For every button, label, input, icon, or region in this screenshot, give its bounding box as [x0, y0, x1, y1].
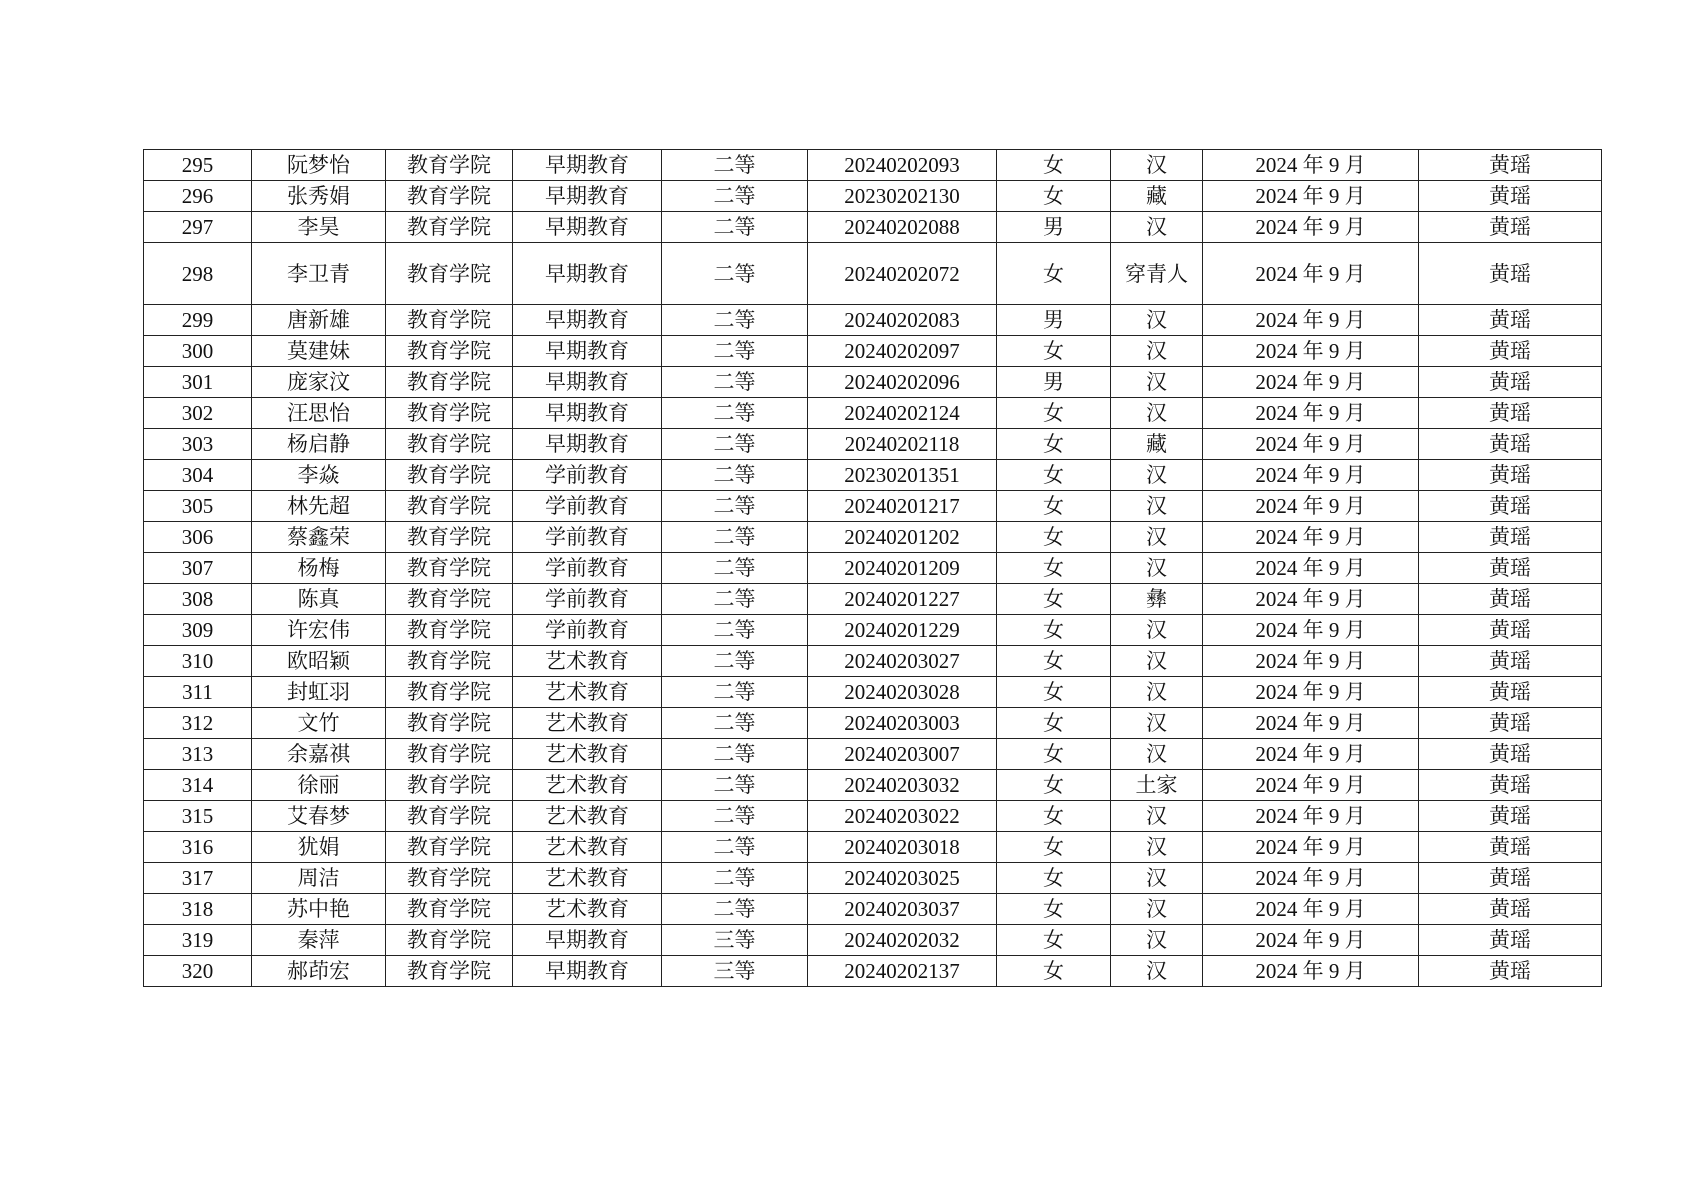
cell-date: 2024 年 9 月	[1203, 708, 1419, 739]
cell-grade: 二等	[662, 708, 808, 739]
cell-index: 300	[144, 336, 252, 367]
roster-body	[144, 150, 1602, 987]
cell-name: 莫建妹	[252, 336, 386, 367]
cell-grade: 二等	[662, 832, 808, 863]
cell-grade: 二等	[662, 615, 808, 646]
cell-major: 艺术教育	[513, 770, 662, 801]
cell-major: 艺术教育	[513, 894, 662, 925]
cell-student-id: 20240202097	[808, 336, 997, 367]
cell-gender: 女	[997, 181, 1111, 212]
cell-date: 2024 年 9 月	[1203, 336, 1419, 367]
cell-ethnicity: 汉	[1111, 863, 1203, 894]
cell-counselor: 黄瑶	[1419, 367, 1602, 398]
cell-college: 教育学院	[386, 956, 513, 987]
cell-date: 2024 年 9 月	[1203, 801, 1419, 832]
cell-ethnicity: 汉	[1111, 925, 1203, 956]
cell-date: 2024 年 9 月	[1203, 305, 1419, 336]
cell-gender: 女	[997, 150, 1111, 181]
cell-major: 早期教育	[513, 398, 662, 429]
cell-counselor: 黄瑶	[1419, 336, 1602, 367]
cell-student-id: 20240203028	[808, 677, 997, 708]
cell-name: 郝茚宏	[252, 956, 386, 987]
cell-name: 余嘉祺	[252, 739, 386, 770]
cell-student-id: 20240203003	[808, 708, 997, 739]
cell-student-id: 20240203007	[808, 739, 997, 770]
cell-ethnicity: 汉	[1111, 150, 1203, 181]
cell-college: 教育学院	[386, 615, 513, 646]
cell-gender: 女	[997, 429, 1111, 460]
cell-gender: 女	[997, 243, 1111, 305]
cell-name: 杨启静	[252, 429, 386, 460]
table-row	[144, 367, 1602, 398]
cell-date: 2024 年 9 月	[1203, 367, 1419, 398]
table-row	[144, 181, 1602, 212]
cell-student-id: 20240203025	[808, 863, 997, 894]
cell-counselor: 黄瑶	[1419, 181, 1602, 212]
cell-date: 2024 年 9 月	[1203, 584, 1419, 615]
cell-date: 2024 年 9 月	[1203, 832, 1419, 863]
cell-gender: 女	[997, 863, 1111, 894]
cell-index: 315	[144, 801, 252, 832]
table-row	[144, 956, 1602, 987]
table-row	[144, 305, 1602, 336]
cell-name: 封虹羽	[252, 677, 386, 708]
cell-name: 苏中艳	[252, 894, 386, 925]
cell-date: 2024 年 9 月	[1203, 522, 1419, 553]
cell-gender: 女	[997, 491, 1111, 522]
cell-name: 文竹	[252, 708, 386, 739]
cell-counselor: 黄瑶	[1419, 212, 1602, 243]
cell-college: 教育学院	[386, 429, 513, 460]
cell-index: 308	[144, 584, 252, 615]
table-row	[144, 770, 1602, 801]
table-row	[144, 677, 1602, 708]
cell-gender: 女	[997, 553, 1111, 584]
cell-grade: 二等	[662, 522, 808, 553]
cell-date: 2024 年 9 月	[1203, 243, 1419, 305]
cell-grade: 二等	[662, 553, 808, 584]
cell-name: 陈真	[252, 584, 386, 615]
cell-index: 303	[144, 429, 252, 460]
cell-gender: 女	[997, 460, 1111, 491]
cell-major: 学前教育	[513, 615, 662, 646]
cell-grade: 二等	[662, 491, 808, 522]
cell-name: 庞家汶	[252, 367, 386, 398]
table-row	[144, 336, 1602, 367]
cell-gender: 女	[997, 584, 1111, 615]
cell-grade: 二等	[662, 429, 808, 460]
cell-ethnicity: 汉	[1111, 801, 1203, 832]
cell-college: 教育学院	[386, 181, 513, 212]
table-row	[144, 863, 1602, 894]
cell-date: 2024 年 9 月	[1203, 894, 1419, 925]
cell-name: 汪思怡	[252, 398, 386, 429]
cell-ethnicity: 汉	[1111, 646, 1203, 677]
cell-grade: 二等	[662, 150, 808, 181]
cell-grade: 二等	[662, 243, 808, 305]
cell-student-id: 20240201209	[808, 553, 997, 584]
cell-college: 教育学院	[386, 212, 513, 243]
cell-ethnicity: 汉	[1111, 894, 1203, 925]
cell-date: 2024 年 9 月	[1203, 398, 1419, 429]
cell-gender: 女	[997, 894, 1111, 925]
cell-gender: 女	[997, 336, 1111, 367]
cell-ethnicity: 汉	[1111, 522, 1203, 553]
roster-table	[143, 149, 1602, 987]
cell-date: 2024 年 9 月	[1203, 646, 1419, 677]
cell-name: 张秀娟	[252, 181, 386, 212]
table-row	[144, 522, 1602, 553]
cell-ethnicity: 汉	[1111, 491, 1203, 522]
cell-ethnicity: 汉	[1111, 460, 1203, 491]
cell-name: 秦萍	[252, 925, 386, 956]
cell-ethnicity: 藏	[1111, 429, 1203, 460]
cell-counselor: 黄瑶	[1419, 677, 1602, 708]
cell-name: 李焱	[252, 460, 386, 491]
cell-counselor: 黄瑶	[1419, 646, 1602, 677]
table-row	[144, 615, 1602, 646]
cell-index: 307	[144, 553, 252, 584]
cell-college: 教育学院	[386, 243, 513, 305]
cell-date: 2024 年 9 月	[1203, 770, 1419, 801]
cell-ethnicity: 汉	[1111, 398, 1203, 429]
cell-counselor: 黄瑶	[1419, 150, 1602, 181]
cell-student-id: 20240201227	[808, 584, 997, 615]
cell-major: 早期教育	[513, 150, 662, 181]
cell-index: 310	[144, 646, 252, 677]
cell-college: 教育学院	[386, 491, 513, 522]
cell-gender: 女	[997, 801, 1111, 832]
cell-student-id: 20240202083	[808, 305, 997, 336]
cell-college: 教育学院	[386, 739, 513, 770]
cell-index: 314	[144, 770, 252, 801]
cell-student-id: 20240202093	[808, 150, 997, 181]
cell-major: 早期教育	[513, 336, 662, 367]
cell-gender: 女	[997, 832, 1111, 863]
cell-date: 2024 年 9 月	[1203, 739, 1419, 770]
table-row	[144, 553, 1602, 584]
cell-college: 教育学院	[386, 925, 513, 956]
table-row	[144, 212, 1602, 243]
cell-grade: 三等	[662, 956, 808, 987]
cell-major: 早期教育	[513, 956, 662, 987]
cell-ethnicity: 土家	[1111, 770, 1203, 801]
cell-counselor: 黄瑶	[1419, 491, 1602, 522]
cell-grade: 二等	[662, 212, 808, 243]
cell-gender: 女	[997, 615, 1111, 646]
cell-counselor: 黄瑶	[1419, 925, 1602, 956]
cell-student-id: 20240202088	[808, 212, 997, 243]
cell-grade: 二等	[662, 367, 808, 398]
cell-ethnicity: 汉	[1111, 367, 1203, 398]
cell-index: 313	[144, 739, 252, 770]
cell-ethnicity: 汉	[1111, 553, 1203, 584]
cell-counselor: 黄瑶	[1419, 584, 1602, 615]
cell-student-id: 20240202124	[808, 398, 997, 429]
cell-college: 教育学院	[386, 367, 513, 398]
cell-student-id: 20240202118	[808, 429, 997, 460]
table-row	[144, 460, 1602, 491]
cell-counselor: 黄瑶	[1419, 894, 1602, 925]
cell-gender: 男	[997, 367, 1111, 398]
cell-counselor: 黄瑶	[1419, 522, 1602, 553]
cell-name: 李昊	[252, 212, 386, 243]
cell-index: 297	[144, 212, 252, 243]
cell-name: 艾春梦	[252, 801, 386, 832]
cell-date: 2024 年 9 月	[1203, 429, 1419, 460]
cell-index: 304	[144, 460, 252, 491]
cell-grade: 二等	[662, 460, 808, 491]
cell-grade: 二等	[662, 770, 808, 801]
cell-college: 教育学院	[386, 398, 513, 429]
cell-counselor: 黄瑶	[1419, 243, 1602, 305]
cell-major: 学前教育	[513, 522, 662, 553]
table-row	[144, 243, 1602, 305]
table-row	[144, 491, 1602, 522]
cell-student-id: 20240202072	[808, 243, 997, 305]
table-row	[144, 832, 1602, 863]
cell-index: 318	[144, 894, 252, 925]
cell-student-id: 20240203037	[808, 894, 997, 925]
cell-date: 2024 年 9 月	[1203, 491, 1419, 522]
cell-counselor: 黄瑶	[1419, 832, 1602, 863]
cell-name: 徐丽	[252, 770, 386, 801]
cell-gender: 女	[997, 522, 1111, 553]
cell-college: 教育学院	[386, 832, 513, 863]
cell-name: 许宏伟	[252, 615, 386, 646]
cell-counselor: 黄瑶	[1419, 956, 1602, 987]
cell-college: 教育学院	[386, 150, 513, 181]
table-row	[144, 739, 1602, 770]
cell-student-id: 20240203022	[808, 801, 997, 832]
cell-grade: 二等	[662, 584, 808, 615]
cell-date: 2024 年 9 月	[1203, 956, 1419, 987]
cell-ethnicity: 汉	[1111, 677, 1203, 708]
cell-major: 艺术教育	[513, 677, 662, 708]
cell-major: 早期教育	[513, 305, 662, 336]
cell-gender: 女	[997, 956, 1111, 987]
cell-student-id: 20240203032	[808, 770, 997, 801]
cell-ethnicity: 汉	[1111, 708, 1203, 739]
cell-major: 早期教育	[513, 181, 662, 212]
cell-name: 周洁	[252, 863, 386, 894]
cell-gender: 女	[997, 398, 1111, 429]
cell-index: 298	[144, 243, 252, 305]
cell-grade: 二等	[662, 336, 808, 367]
cell-student-id: 20240202096	[808, 367, 997, 398]
cell-counselor: 黄瑶	[1419, 460, 1602, 491]
cell-counselor: 黄瑶	[1419, 398, 1602, 429]
cell-date: 2024 年 9 月	[1203, 181, 1419, 212]
cell-ethnicity: 汉	[1111, 305, 1203, 336]
cell-major: 早期教育	[513, 243, 662, 305]
cell-major: 艺术教育	[513, 646, 662, 677]
cell-name: 阮梦怡	[252, 150, 386, 181]
cell-gender: 女	[997, 677, 1111, 708]
cell-name: 犹娟	[252, 832, 386, 863]
cell-gender: 女	[997, 925, 1111, 956]
cell-college: 教育学院	[386, 708, 513, 739]
cell-major: 早期教育	[513, 925, 662, 956]
cell-grade: 二等	[662, 863, 808, 894]
cell-grade: 二等	[662, 181, 808, 212]
cell-college: 教育学院	[386, 677, 513, 708]
cell-counselor: 黄瑶	[1419, 770, 1602, 801]
cell-name: 蔡鑫荣	[252, 522, 386, 553]
cell-index: 306	[144, 522, 252, 553]
cell-student-id: 20240202032	[808, 925, 997, 956]
cell-college: 教育学院	[386, 801, 513, 832]
cell-college: 教育学院	[386, 646, 513, 677]
cell-gender: 男	[997, 212, 1111, 243]
cell-date: 2024 年 9 月	[1203, 150, 1419, 181]
cell-index: 309	[144, 615, 252, 646]
table-row	[144, 801, 1602, 832]
cell-college: 教育学院	[386, 863, 513, 894]
cell-counselor: 黄瑶	[1419, 739, 1602, 770]
table-row	[144, 150, 1602, 181]
cell-date: 2024 年 9 月	[1203, 615, 1419, 646]
cell-index: 316	[144, 832, 252, 863]
cell-ethnicity: 汉	[1111, 956, 1203, 987]
cell-major: 学前教育	[513, 491, 662, 522]
cell-student-id: 20230202130	[808, 181, 997, 212]
cell-ethnicity: 汉	[1111, 832, 1203, 863]
cell-index: 301	[144, 367, 252, 398]
cell-grade: 三等	[662, 925, 808, 956]
cell-name: 李卫青	[252, 243, 386, 305]
cell-major: 艺术教育	[513, 863, 662, 894]
cell-college: 教育学院	[386, 460, 513, 491]
cell-index: 299	[144, 305, 252, 336]
cell-major: 早期教育	[513, 429, 662, 460]
cell-major: 艺术教育	[513, 739, 662, 770]
cell-gender: 女	[997, 770, 1111, 801]
cell-grade: 二等	[662, 398, 808, 429]
cell-date: 2024 年 9 月	[1203, 460, 1419, 491]
cell-college: 教育学院	[386, 553, 513, 584]
cell-college: 教育学院	[386, 770, 513, 801]
cell-counselor: 黄瑶	[1419, 429, 1602, 460]
cell-gender: 女	[997, 646, 1111, 677]
cell-name: 林先超	[252, 491, 386, 522]
cell-major: 早期教育	[513, 212, 662, 243]
table-row	[144, 584, 1602, 615]
cell-student-id: 20230201351	[808, 460, 997, 491]
cell-index: 317	[144, 863, 252, 894]
cell-student-id: 20240202137	[808, 956, 997, 987]
cell-major: 艺术教育	[513, 832, 662, 863]
cell-gender: 女	[997, 739, 1111, 770]
cell-date: 2024 年 9 月	[1203, 553, 1419, 584]
cell-college: 教育学院	[386, 894, 513, 925]
cell-major: 早期教育	[513, 367, 662, 398]
cell-date: 2024 年 9 月	[1203, 677, 1419, 708]
cell-major: 学前教育	[513, 584, 662, 615]
cell-college: 教育学院	[386, 522, 513, 553]
cell-name: 杨梅	[252, 553, 386, 584]
cell-ethnicity: 汉	[1111, 739, 1203, 770]
cell-ethnicity: 汉	[1111, 615, 1203, 646]
cell-counselor: 黄瑶	[1419, 305, 1602, 336]
cell-student-id: 20240201229	[808, 615, 997, 646]
cell-counselor: 黄瑶	[1419, 708, 1602, 739]
cell-college: 教育学院	[386, 305, 513, 336]
table-row	[144, 398, 1602, 429]
cell-index: 312	[144, 708, 252, 739]
cell-ethnicity: 彝	[1111, 584, 1203, 615]
cell-index: 302	[144, 398, 252, 429]
cell-ethnicity: 穿青人	[1111, 243, 1203, 305]
cell-name: 欧昭颖	[252, 646, 386, 677]
cell-ethnicity: 汉	[1111, 212, 1203, 243]
cell-gender: 女	[997, 708, 1111, 739]
cell-grade: 二等	[662, 739, 808, 770]
cell-index: 296	[144, 181, 252, 212]
cell-index: 305	[144, 491, 252, 522]
cell-student-id: 20240201217	[808, 491, 997, 522]
cell-index: 311	[144, 677, 252, 708]
cell-student-id: 20240203018	[808, 832, 997, 863]
cell-major: 艺术教育	[513, 801, 662, 832]
cell-college: 教育学院	[386, 336, 513, 367]
cell-counselor: 黄瑶	[1419, 801, 1602, 832]
cell-counselor: 黄瑶	[1419, 863, 1602, 894]
table-row	[144, 925, 1602, 956]
cell-student-id: 20240201202	[808, 522, 997, 553]
table-row	[144, 708, 1602, 739]
cell-index: 295	[144, 150, 252, 181]
table-row	[144, 894, 1602, 925]
table-row	[144, 429, 1602, 460]
cell-major: 艺术教育	[513, 708, 662, 739]
cell-gender: 男	[997, 305, 1111, 336]
cell-date: 2024 年 9 月	[1203, 863, 1419, 894]
cell-student-id: 20240203027	[808, 646, 997, 677]
cell-name: 唐新雄	[252, 305, 386, 336]
cell-major: 学前教育	[513, 460, 662, 491]
cell-ethnicity: 藏	[1111, 181, 1203, 212]
cell-ethnicity: 汉	[1111, 336, 1203, 367]
cell-grade: 二等	[662, 801, 808, 832]
cell-counselor: 黄瑶	[1419, 615, 1602, 646]
cell-college: 教育学院	[386, 584, 513, 615]
cell-grade: 二等	[662, 677, 808, 708]
table-row	[144, 646, 1602, 677]
cell-grade: 二等	[662, 646, 808, 677]
cell-grade: 二等	[662, 305, 808, 336]
cell-major: 学前教育	[513, 553, 662, 584]
cell-index: 320	[144, 956, 252, 987]
cell-date: 2024 年 9 月	[1203, 925, 1419, 956]
cell-date: 2024 年 9 月	[1203, 212, 1419, 243]
cell-index: 319	[144, 925, 252, 956]
cell-counselor: 黄瑶	[1419, 553, 1602, 584]
cell-grade: 二等	[662, 894, 808, 925]
